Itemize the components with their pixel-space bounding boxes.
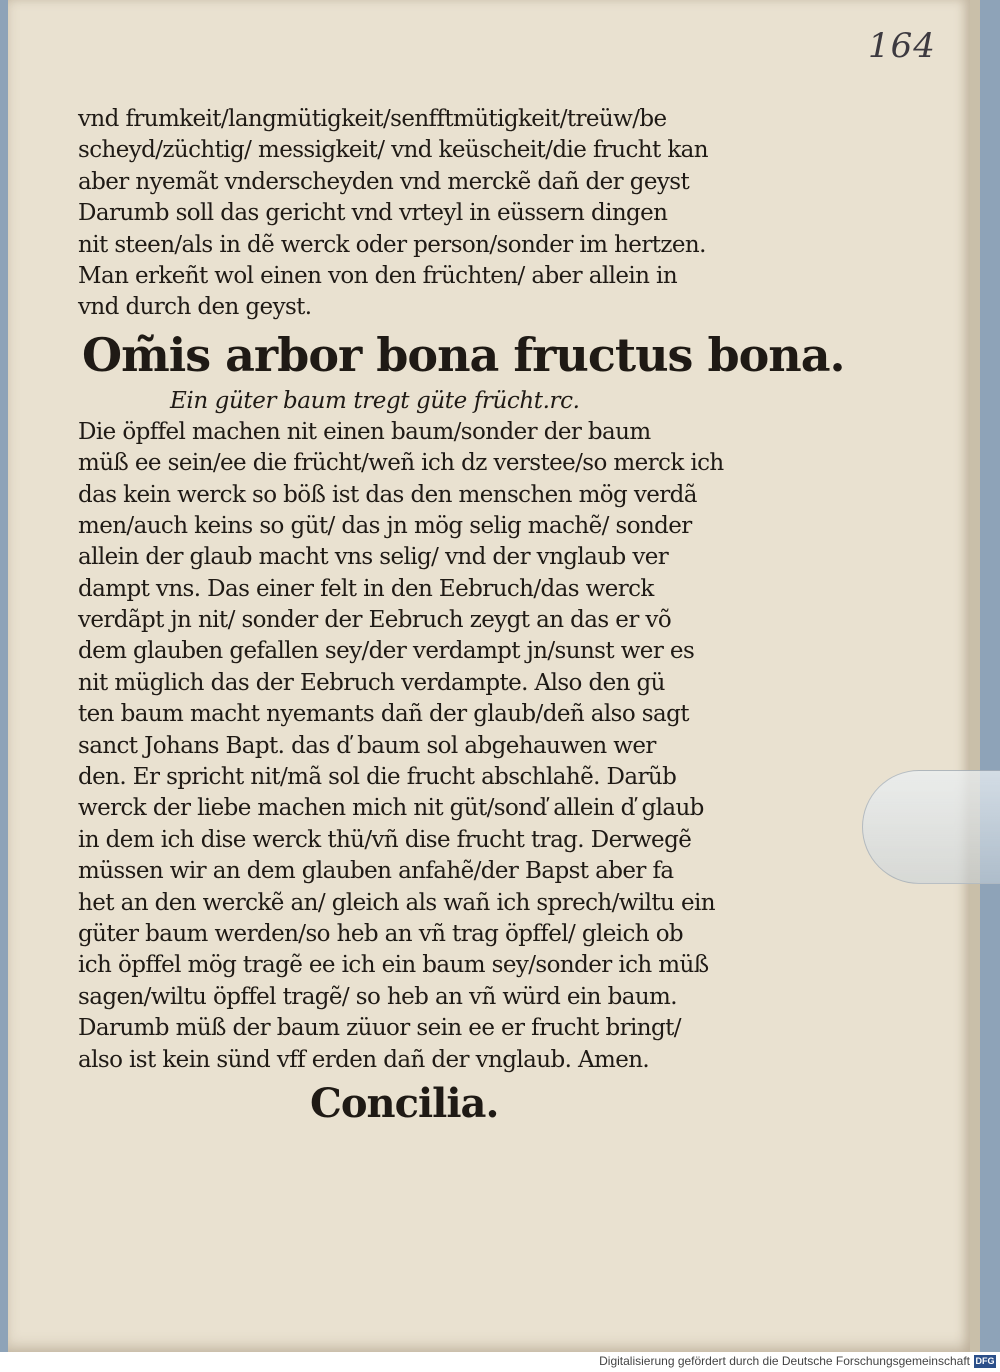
text-line: güter baum werden/so heb an vñ trag öpffel/ gleich ob <box>78 920 684 947</box>
footer-credit: Digitalisierung gefördert durch die Deutsche Forschungsgemeinschaft <box>599 1354 970 1368</box>
text-line: das kein werck so böß ist das den menschen mög verdã <box>78 481 697 508</box>
footer-bar <box>0 1352 1000 1372</box>
text-line: Darumb soll das gericht vnd vrteyl in eüssern dingen <box>78 200 668 227</box>
text-line: verdãpt jn nit/ sonder der Eebruch zeygt an das er võ <box>78 607 672 634</box>
text-line: werck der liebe machen mich nit güt/sonď allein ď glaub <box>78 795 704 822</box>
dfg-logo-icon: DFG <box>975 1356 995 1366</box>
text-line: het an den werckẽ an/ gleich als wañ ich sprech/wiltu ein <box>78 889 715 916</box>
text-line: scheyd/züchtig/ messigkeit/ vnd keüscheit/die frucht kan <box>78 137 708 164</box>
text-line: dampt vns. Das einer felt in den Eebruch/das werck <box>78 575 654 602</box>
text-line: sanct Johans Bapt. das ď baum sol abgehauwen wer <box>78 732 656 759</box>
page-edge <box>970 0 980 1352</box>
page-text-block <box>78 104 845 1132</box>
text-line: den. Er spricht nit/mã sol die frucht abschlahẽ. Darũb <box>78 764 677 791</box>
text-line: müssen wir an dem glauben anfahẽ/der Bapst aber fa <box>78 858 674 885</box>
folio-number: 164 <box>868 26 936 66</box>
text-line: Darumb müß der baum züuor sein ee er frucht bringt/ <box>78 1015 681 1042</box>
text-line: Die öpffel machen nit einen baum/sonder der baum <box>78 418 651 445</box>
text-line: nit steen/als in dẽ werck oder person/sonder im hertzen. <box>78 231 706 258</box>
text-line: men/auch keins so güt/ das jn mög selig machẽ/ sonder <box>78 512 692 539</box>
text-line: sagen/wiltu öpffel tragẽ/ so heb an vñ würd ein baum. <box>78 983 677 1010</box>
text-line: ten baum macht nyemants dañ der glaub/deñ also sagt <box>78 701 689 728</box>
text-line: dem glauben gefallen sey/der verdampt jn/sunst wer es <box>78 638 695 665</box>
section-subheading: Ein güter baum tregt güte frücht.rc. <box>170 387 580 414</box>
text-line: also ist kein sünd vff erden dañ der vnglaub. Amen. <box>78 1046 650 1073</box>
text-line: allein der glaub macht vns selig/ vnd der vnglaub ver <box>78 544 669 571</box>
text-line: vnd frumkeit/langmütigkeit/senfftmütigkeit/treüw/be <box>78 106 667 132</box>
text-line: nit müglich das der Eebruch verdampte. Also den gü <box>78 669 665 696</box>
text-line: vnd durch den geyst. <box>78 294 312 321</box>
text-line: müß ee sein/ee die frücht/weñ ich dz verstee/so merck ich <box>78 450 724 477</box>
section-heading: Om̃is arbor bona fructus bona. <box>82 327 845 382</box>
text-line: ich öpffel mög tragẽ ee ich ein baum sey/sonder ich müß <box>78 952 709 979</box>
paragraph-2 <box>78 417 738 1076</box>
text-line: aber nyemãt vnderscheyden vnd merckẽ dañ der geyst <box>78 168 690 195</box>
text-line: Man erkeñt wol einen von den früchten/ aber allein in <box>78 262 678 289</box>
closing-title: Concilia. <box>310 1079 499 1127</box>
page-clip <box>862 770 1000 884</box>
paragraph-1 <box>78 104 738 324</box>
text-line: in dem ich dise werck thü/vñ dise frucht trag. Derwegẽ <box>78 826 692 853</box>
